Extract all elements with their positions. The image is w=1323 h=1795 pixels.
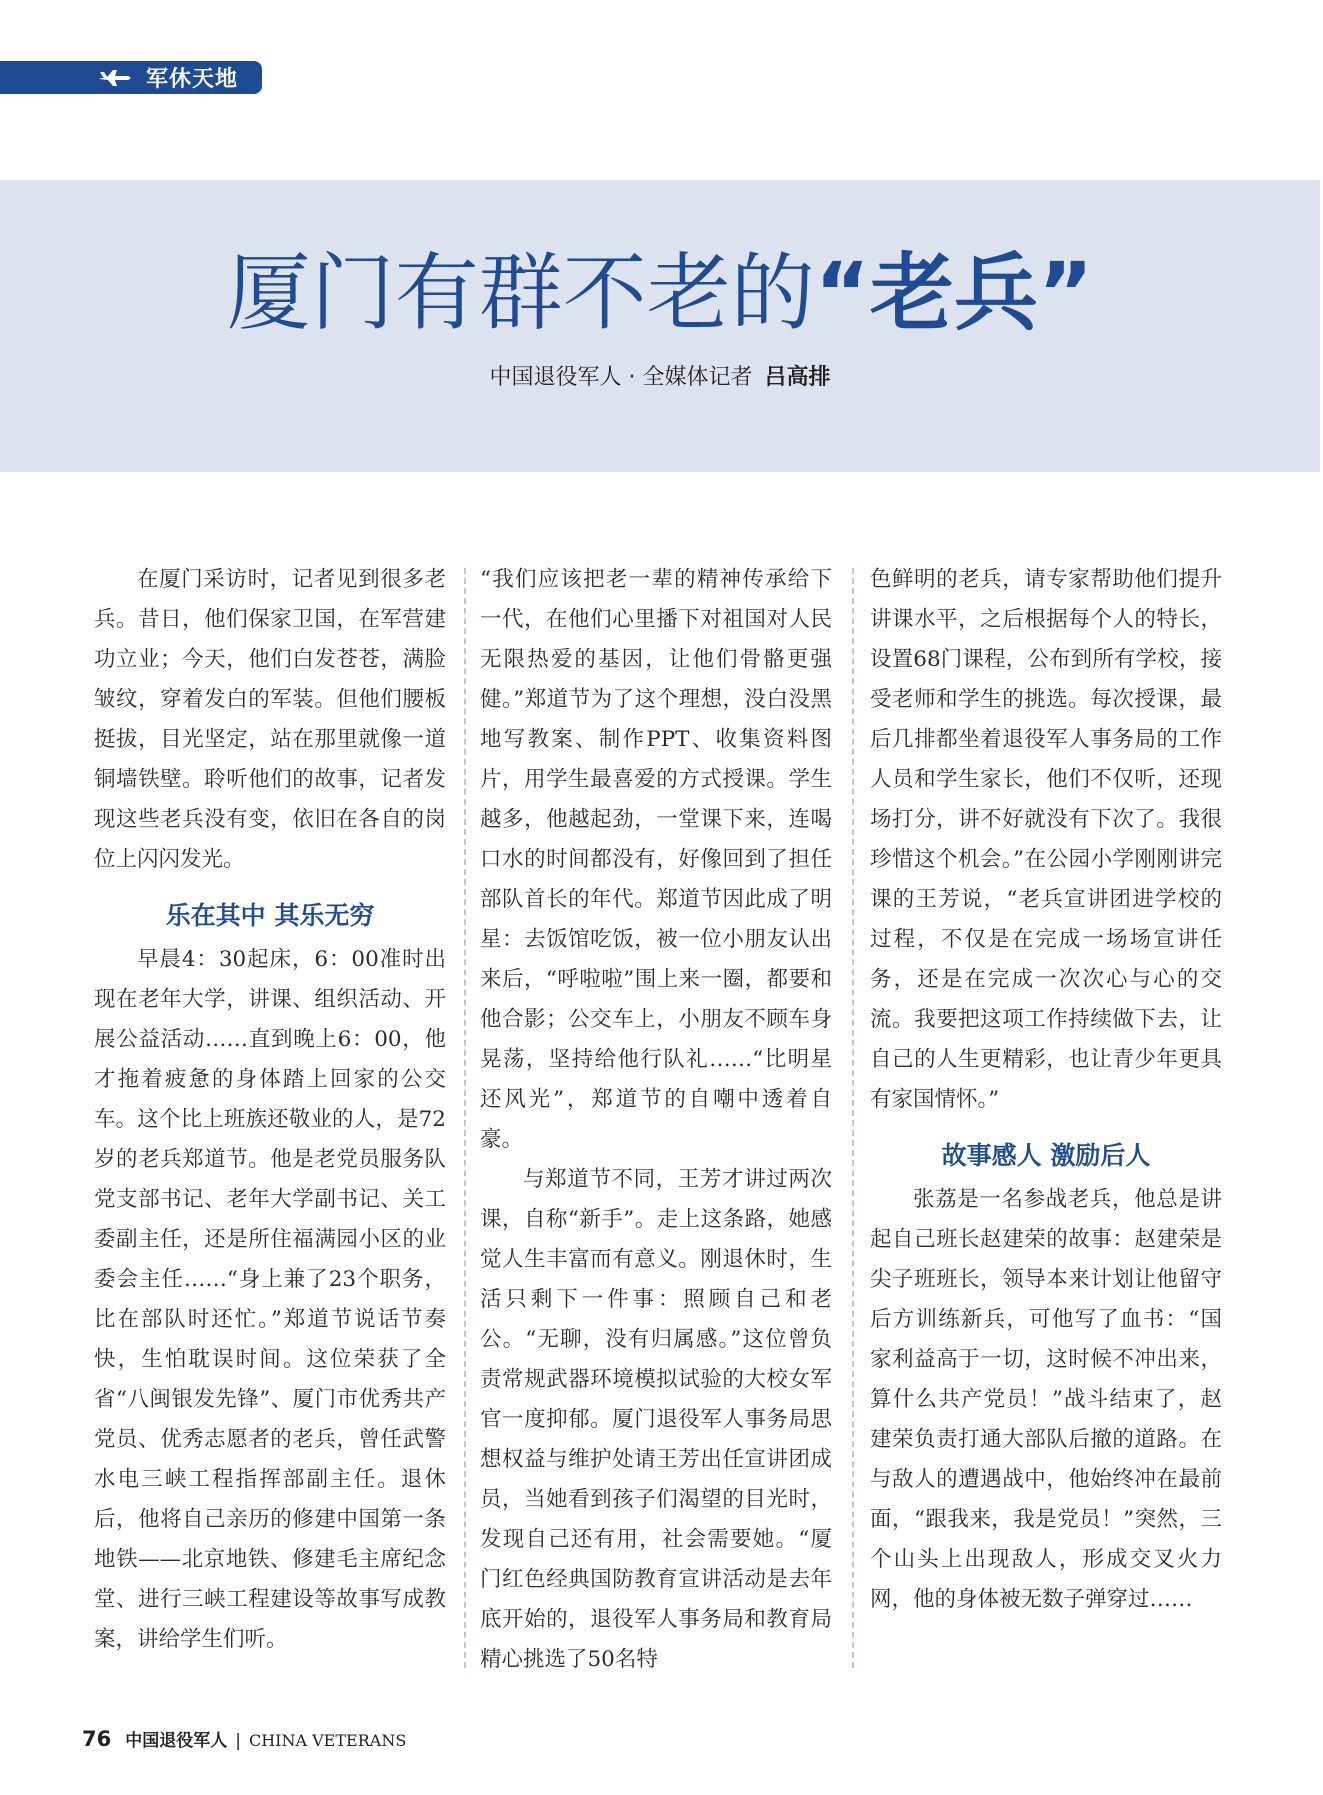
subheading: 乐在其中 其乐无穷: [165, 901, 375, 930]
article-column-2: [480, 560, 832, 1680]
magazine-name-cn: 中国退役军人: [125, 1731, 228, 1751]
byline-org: 中国退役军人 · 全媒体记者: [489, 365, 753, 390]
paragraph: 早晨4：30起床，6：00准时出现在老年大学，讲课、组织活动、开展公益活动……直到晚上6：00，他才拖着疲惫的身体踏上回家的公交车。这个比上班族还敬业的人，是72岁的老兵郑道节。他是老党员服务队党支部书记、老年大学副书记、关工委副主任，还是所住福满园小区的业委会主任……“身上兼了23个职务，比在部队时还忙。”郑道节说话节奏快，生怕耽误时间。这位荣获了全省“八闽银发先锋”、厦门市优秀共产党员、优秀志愿者的老兵，曾任武警水电三峡工程指挥部副主任。退休后，他将自己亲历的修建中国第一条地铁——北京地铁、修建毛主席纪念堂、进行三峡工程建设等故事写成教案，讲给学生们听。: [94, 947, 446, 1652]
paragraph: “我们应该把老一辈的精神传承给下一代，在他们心里播下对祖国对人民无限热爱的基因，让他们骨骼更强健。”郑道节为了这个理想，没白没黑地写教案、制作PPT、收集资料图片，用学生最喜爱的方式授课。学生越多，他越起劲，一堂课下来，连喝口水的时间都没有，好像回到了担任部队首长的年代。郑道节因此成了明星：去饭馆吃饭，被一位小朋友认出来后，“呼啦啦”围上来一圈，都要和他合影；公交车上，小朋友不顾车身晃荡，坚持给他行队礼……“比明星还风光”，郑道节的自嘲中透着自豪。: [480, 567, 832, 1152]
column-divider: [852, 568, 854, 1668]
magazine-name-en: CHINA VETERANS: [248, 1731, 407, 1750]
section-label: 军休天地: [146, 67, 239, 92]
paragraph: 在厦门采访时，记者见到很多老兵。昔日，他们保家卫国，在军营建功立业；今天，他们白发苍苍，满脸皱纹，穿着发白的军装。但他们腰板挺拔，目光坚定，站在那里就像一道铜墙铁壁。聆听他们的故事，记者发现这些老兵没有变，依旧在各自的岗位上闪闪发光。: [94, 567, 446, 872]
title-main: 厦门有群不老的: [226, 244, 815, 342]
article-column-1: [94, 560, 446, 1660]
section-tab: [0, 61, 262, 94]
byline-author: 吕高排: [764, 365, 831, 390]
paragraph: 张荔是一名参战老兵，他总是讲起自己班长赵建荣的故事：赵建荣是尖子班班长，领导本来计划让他留守后方训练新兵，可他写了血书：“国家利益高于一切，这时候不冲出来，算什么共产党员！”战斗结束了，赵建荣负责打通大部队后撤的道路。在与敌人的遭遇战中，他始终冲在最前面，“跟我来，我是党员！”突然，三个山头上出现敌人，形成交叉火力网，他的身体被无数子弹穿过……: [870, 1187, 1222, 1612]
title-emphasis: “老兵”: [814, 244, 1094, 342]
subheading: 故事感人 激励后人: [941, 1141, 1151, 1170]
byline: [0, 360, 1320, 391]
column-divider: [464, 568, 466, 1668]
paragraph: 色鲜明的老兵，请专家帮助他们提升讲课水平，之后根据每个人的特长，设置68门课程，公布到所有学校，接受老师和学生的挑选。每次授课，最后几排都坐着退役军人事务局的工作人员和学生家长，他们不仅听，还现场打分，讲不好就没有下次了。我很珍惜这个机会。”在公园小学刚刚讲完课的王芳说，“老兵宣讲团进学校的过程，不仅是在完成一场场宣讲任务，还是在完成一次次心与心的交流。我要把这项工作持续做下去，让自己的人生更精彩，也让青少年更具有家国情怀。”: [870, 567, 1222, 1112]
page-number: 76: [82, 1727, 112, 1751]
paragraph: 与郑道节不同，王芳才讲过两次课，自称“新手”。走上这条路，她感觉人生丰富而有意义。刚退休时，生活只剩下一件事：照顾自己和老公。“无聊，没有归属感。”这位曾负责常规武器环境模拟试验的大校女军官一度抑郁。厦门退役军人事务局思想权益与维护处请王芳出任宣讲团成员，当她看到孩子们渴望的目光时，发现自己还有用，社会需要她。“厦门红色经典国防教育宣讲活动是去年底开始的，退役军人事务局和教育局精心挑选了50名特: [480, 1167, 832, 1672]
footer-separator: |: [235, 1731, 241, 1751]
article-title: [0, 238, 1320, 348]
fighter-jet-icon: [98, 68, 134, 88]
page-footer: [82, 1726, 406, 1751]
article-column-3: [870, 560, 1222, 1620]
